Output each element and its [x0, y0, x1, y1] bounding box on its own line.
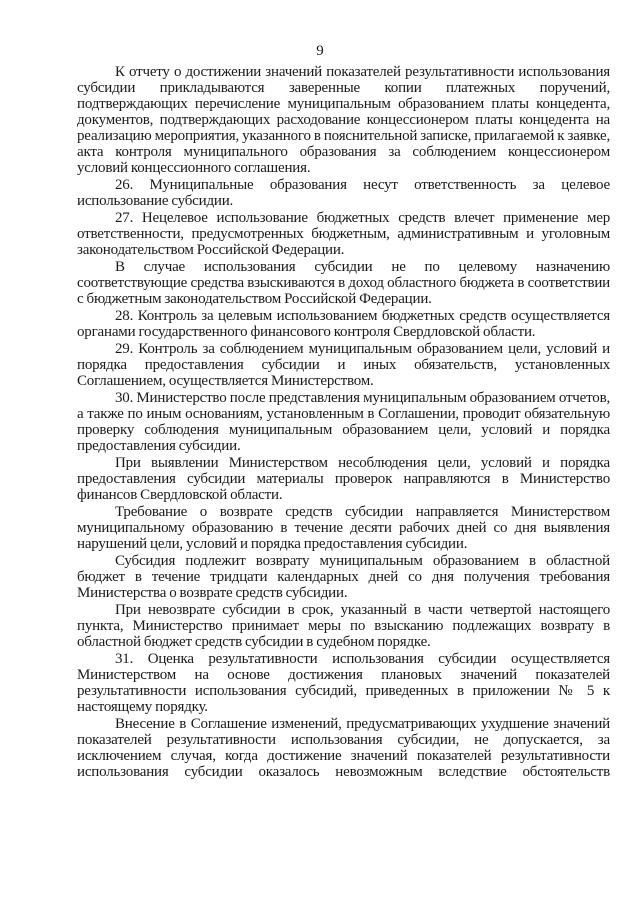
- paragraph-misuse-recovery: В случае использования субсидии не по целевому назначению соответствующие средства взыскиваются в доход областного бюджета в соответствии с бюджетным законодательством Российской Федерации.: [77, 259, 610, 307]
- paragraph-clause-29: 29. Контроль за соблюдением муниципальным образованием цели, условий и порядка предоставления субсидии и иных обязательств, установленных Соглашением, осуществляется Министерством.: [77, 341, 610, 389]
- paragraph-refund-deadline: Субсидия подлежит возврату муниципальным образованием в областной бюджет в течение тридцати календарных дней со дня получения требования Министерства о возврате средств субсидии.: [77, 553, 610, 601]
- paragraph-agreement-amendments: Внесение в Соглашение изменений, предусматривающих ухудшение значений показателей результативности использования субсидии, не допускается, за исключением случая, когда достижение значений показателей результативности использования субсидии оказалось невозможным вследствие обстоятельств: [77, 716, 610, 780]
- document-body: [77, 64, 610, 781]
- paragraph-violation-materials: При выявлении Министерством несоблюдения цели, условий и порядка предоставления субсидии материалы проверок направляются в Министерство финансов Свердловской области.: [77, 455, 610, 503]
- paragraph-court-recovery: При невозврате субсидии в срок, указанный в части четвертой настоящего пункта, Министерство принимает меры по взысканию подлежащих возврату в областной бюджет средств субсидии в судебном порядке.: [77, 602, 610, 650]
- paragraph-clause-28: 28. Контроль за целевым использованием бюджетных средств осуществляется органами государственного финансового контроля Свердловской области.: [77, 308, 610, 340]
- page-number: 9: [316, 43, 324, 59]
- paragraph-clause-31: 31. Оценка результативности использования субсидии осуществляется Министерством на основе достижения плановых значений показателей результативности использования субсидий, приведенных в приложении № 5 к настоящему порядку.: [77, 651, 610, 715]
- paragraph-clause-30: 30. Министерство после представления муниципальным образованием отчетов, а также по иным основаниям, установленным в Соглашении, проводит обязательную проверку соблюдения муниципальным образованием цели, условий и порядка предоставления субсидии.: [77, 390, 610, 454]
- paragraph-clause-26: 26. Муниципальные образования несут ответственность за целевое использование субсидии.: [77, 177, 610, 209]
- paragraph-refund-demand: Требование о возврате средств субсидии направляется Министерством муниципальному образованию в течение десяти рабочих дней со дня выявления нарушений цели, условий и порядка предоставления субсидии.: [77, 504, 610, 552]
- paragraph-clause-27: 27. Нецелевое использование бюджетных средств влечет применение мер ответственности, предусмотренных бюджетным, административным и уголовным законодательством Российской Федерации.: [77, 210, 610, 258]
- paragraph-report-attachments: К отчету о достижении значений показателей результативности использования субсидии прикладываются заверенные копии платежных поручений, подтверждающих перечисление муниципальным образованием платы концедента, документов, подтверждающих расходование концессионером платы концедента на реализацию мероприятия, указанного в пояснительной записке, прилагаемой к заявке, акта контроля муниципального образования за соблюдением концессионером условий концессионного соглашения.: [77, 64, 610, 176]
